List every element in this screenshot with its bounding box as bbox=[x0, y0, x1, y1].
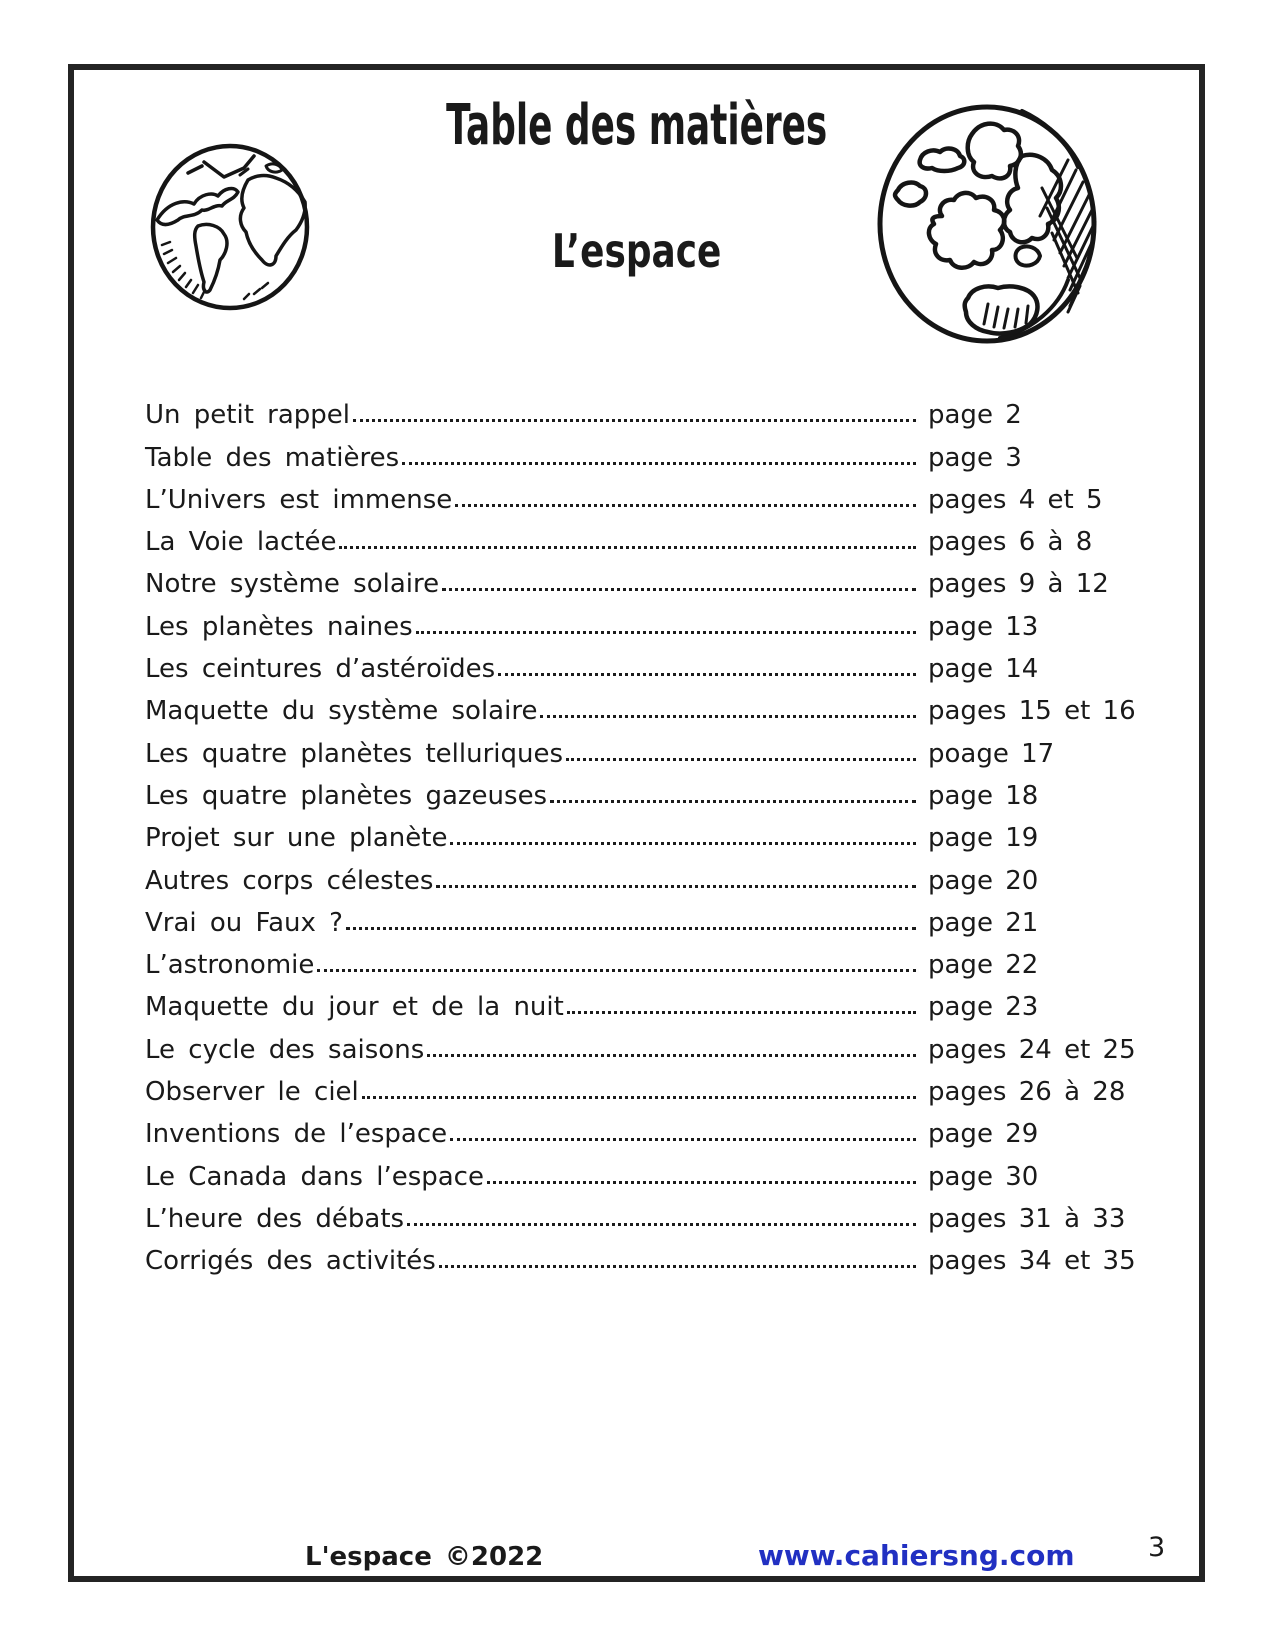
toc-entry-page: page 29 bbox=[928, 1119, 1039, 1150]
dotted-leader bbox=[567, 1011, 916, 1014]
toc-entry bbox=[145, 433, 1130, 475]
toc-entry-label: L’Univers est immense bbox=[145, 484, 453, 515]
toc-entry-label: L’astronomie bbox=[145, 950, 315, 981]
toc-entry-page: pages 34 et 35 bbox=[928, 1246, 1136, 1277]
toc-entry bbox=[145, 602, 1130, 644]
toc-entry-label: Inventions de l’espace bbox=[145, 1119, 448, 1150]
page-subtitle-text: L’espace bbox=[551, 224, 722, 278]
toc-entry-label: Vrai ou Faux ? bbox=[145, 907, 343, 938]
toc-entry bbox=[145, 560, 1130, 602]
toc-entry bbox=[145, 729, 1130, 771]
dotted-leader bbox=[346, 927, 916, 930]
toc-entry bbox=[145, 814, 1130, 856]
toc-entry-page: page 30 bbox=[928, 1161, 1039, 1192]
dotted-leader bbox=[450, 842, 916, 845]
dotted-leader bbox=[427, 1054, 916, 1057]
dotted-leader bbox=[455, 504, 916, 507]
toc-entry-label: La Voie lactée bbox=[145, 527, 337, 558]
toc-entry-page: page 18 bbox=[928, 780, 1039, 811]
toc-entry-label: Autres corps célestes bbox=[145, 865, 434, 896]
toc-entry-label: Le Canada dans l’espace bbox=[145, 1161, 484, 1192]
toc-entry-label: Notre système solaire bbox=[145, 569, 440, 600]
toc-entry-page: page 20 bbox=[928, 865, 1039, 896]
dotted-leader bbox=[416, 631, 916, 634]
toc-entry bbox=[145, 899, 1130, 941]
toc-entry bbox=[145, 1152, 1130, 1194]
dotted-leader bbox=[540, 715, 916, 718]
toc-entry-page: page 3 bbox=[928, 442, 1022, 473]
toc-entry bbox=[145, 518, 1130, 560]
dotted-leader bbox=[436, 885, 916, 888]
toc-entry bbox=[145, 772, 1130, 814]
dotted-leader bbox=[487, 1181, 916, 1184]
toc-entry-label: Maquette du système solaire bbox=[145, 696, 538, 727]
toc-entry-page: page 22 bbox=[928, 950, 1039, 981]
toc-entry-label: Les quatre planètes gazeuses bbox=[145, 780, 548, 811]
toc-entry-label: Les planètes naines bbox=[145, 611, 413, 642]
toc-entry-page: pages 6 à 8 bbox=[928, 527, 1093, 558]
toc-entry-label: Table des matières bbox=[145, 442, 400, 473]
toc-entry-label: Les ceintures d’astéroïdes bbox=[145, 654, 496, 685]
toc-entry-page: pages 26 à 28 bbox=[928, 1077, 1126, 1108]
toc-entry bbox=[145, 391, 1130, 433]
toc-entry-page: page 19 bbox=[928, 823, 1039, 854]
toc-entry-page: pages 9 à 12 bbox=[928, 569, 1109, 600]
toc-entry-page: page 23 bbox=[928, 992, 1039, 1023]
toc-entry bbox=[145, 856, 1130, 898]
toc-entry-label: Le cycle des saisons bbox=[145, 1034, 425, 1065]
dotted-leader bbox=[498, 673, 916, 676]
dotted-leader bbox=[353, 419, 916, 422]
toc-entry bbox=[145, 983, 1130, 1025]
toc-entry-label: Projet sur une planète bbox=[145, 823, 448, 854]
toc-entry bbox=[145, 1237, 1136, 1279]
dotted-leader bbox=[566, 758, 916, 761]
dotted-leader bbox=[339, 546, 916, 549]
toc-entry bbox=[145, 476, 1130, 518]
dotted-leader bbox=[550, 800, 916, 803]
toc-entry-label: Les quatre planètes telluriques bbox=[145, 738, 564, 769]
dotted-leader bbox=[442, 588, 916, 591]
toc-entry bbox=[145, 1025, 1136, 1067]
toc-entry-page: page 13 bbox=[928, 611, 1039, 642]
dotted-leader bbox=[407, 1223, 916, 1226]
toc-entry bbox=[145, 687, 1136, 729]
toc-entry bbox=[145, 645, 1130, 687]
toc-entry-page: poage 17 bbox=[928, 738, 1055, 769]
toc-entry-page: pages 4 et 5 bbox=[928, 484, 1103, 515]
toc-entry bbox=[145, 941, 1130, 983]
toc-entry-page: page 21 bbox=[928, 907, 1039, 938]
toc-entry-label: Observer le ciel bbox=[145, 1077, 359, 1108]
toc-entry bbox=[145, 1068, 1130, 1110]
dotted-leader bbox=[402, 462, 916, 465]
toc-entry-page: pages 24 et 25 bbox=[928, 1034, 1136, 1065]
toc-entry-label: L’heure des débats bbox=[145, 1203, 405, 1234]
toc-entry-page: page 14 bbox=[928, 654, 1039, 685]
table-of-contents bbox=[145, 391, 1136, 1279]
toc-entry bbox=[145, 1110, 1130, 1152]
toc-entry-label: Corrigés des activités bbox=[145, 1246, 436, 1277]
earth-globe-illustration bbox=[148, 142, 312, 312]
footer-workbook-title: L'espace ©2022 bbox=[305, 1542, 544, 1572]
footer-website-url: www.cahiersng.com bbox=[758, 1539, 1075, 1572]
toc-entry bbox=[145, 1195, 1130, 1237]
toc-entry-page: pages 31 à 33 bbox=[928, 1203, 1126, 1234]
toc-entry-page: page 2 bbox=[928, 400, 1022, 431]
dotted-leader bbox=[362, 1096, 916, 1099]
dotted-leader bbox=[439, 1265, 916, 1268]
toc-entry-label: Maquette du jour et de la nuit bbox=[145, 992, 564, 1023]
dotted-leader bbox=[450, 1138, 916, 1141]
page-number: 3 bbox=[1148, 1532, 1166, 1563]
toc-entry-page: pages 15 et 16 bbox=[928, 696, 1136, 727]
planet-illustration bbox=[872, 98, 1104, 350]
page-title-text: Table des matières bbox=[445, 93, 828, 158]
toc-entry-label: Un petit rappel bbox=[145, 400, 350, 431]
dotted-leader bbox=[317, 969, 916, 972]
